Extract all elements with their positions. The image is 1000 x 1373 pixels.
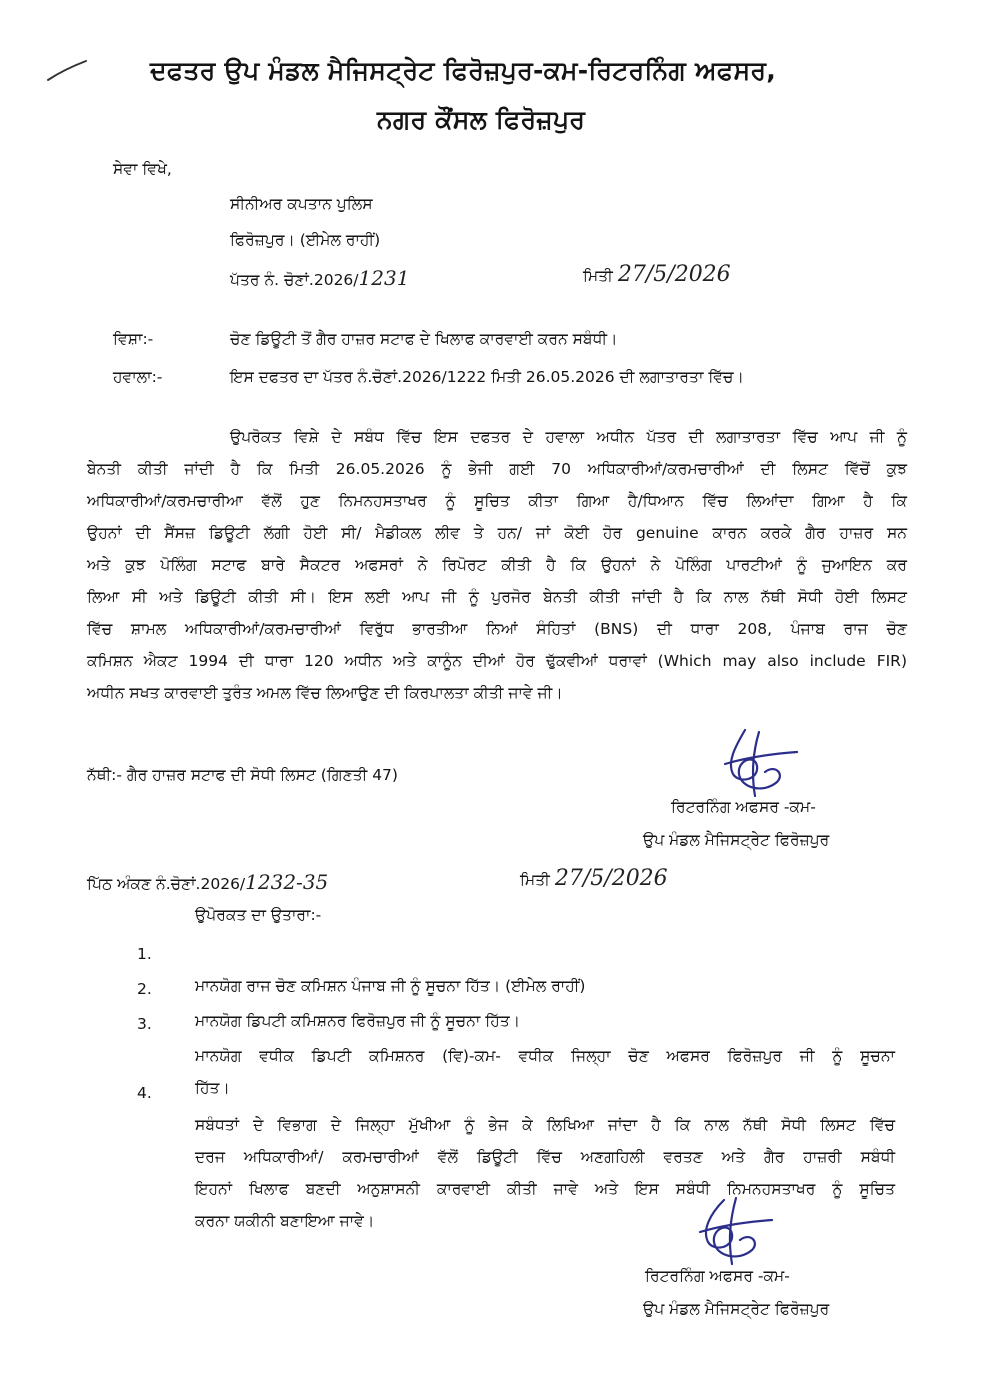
- list-item-number: 4.: [137, 1084, 152, 1102]
- signatory1-designation-line2: ਉਪ ਮੰਡਲ ਮੈਜਿਸਟ੍ਰੇਟ ਫਿਰੋਜ਼ਪੁਰ: [643, 831, 830, 849]
- letter-date-handwritten: 27/5/2026: [617, 262, 731, 287]
- office-title-line1: ਦਫਤਰ ਉਪ ਮੰਡਲ ਮੈਜਿਸਟ੍ਰੇਟ ਫਿਰੋਜ਼ਪੁਰ-ਕਮ-ਰਿਟਰਨਿੰਗ ਅਫਸਰ,: [150, 56, 777, 85]
- list-item-line: ਮਾਨਯੋਗ ਵਧੀਕ ਡਿਪਟੀ ਕਮਿਸ਼ਨਰ (ਵਿ)-ਕਮ- ਵਧੀਕ ਜਿਲ੍ਹਾ ਚੋਣ ਅਫਸਰ ਫਿਰੋਜ਼ਪੁਰ ਜੀ ਨੂੰ ਸੂਚਨਾ: [195, 1047, 895, 1065]
- body-line: ਲਿਆ ਸੀ ਅਤੇ ਡਿਊਟੀ ਕੀਤੀ ਸੀ। ਇਸ ਲਈ ਆਪ ਜੀ ਨੂੰ ਪੁਰਜੋਰ ਬੇਨਤੀ ਕੀਤੀ ਜਾਂਦੀ ਹੈ ਕਿ ਨਾਲ ਨੱਥੀ ਸੋਧੀ ਹੋਈ ਲਿਸਟ: [87, 588, 907, 606]
- pen-tick-mark: [45, 58, 90, 83]
- list-item-line: ਦਰਜ ਅਧਿਕਾਰੀਆਂ/ ਕਰਮਚਾਰੀਆਂ ਵੱਲੋਂ ਡਿਊਟੀ ਵਿੱਚ ਅਣਗਹਿਲੀ ਵਰਤਣ ਅਤੇ ਗੈਰ ਹਾਜ਼ਰੀ ਸਬੰਧੀ: [195, 1148, 895, 1166]
- letter-date-label: ਮਿਤੀ: [583, 267, 613, 285]
- body-paragraph: [87, 421, 907, 709]
- enclosure-note: ਨੱਥੀ:- ਗੈਰ ਹਾਜ਼ਰ ਸਟਾਫ ਦੀ ਸੋਧੀ ਲਿਸਟ (ਗਿਣਤੀ 47): [87, 766, 398, 784]
- list-item-line: ਮਾਨਯੋਗ ਡਿਪਟੀ ਕਮਿਸ਼ਨਰ ਫਿਰੋਜ਼ਪੁਰ ਜੀ ਨੂੰ ਸੂਚਨਾ ਹਿੱਤ।: [195, 1012, 521, 1030]
- body-line: ਕਮਿਸ਼ਨ ਐਕਟ 1994 ਦੀ ਧਾਰਾ 120 ਅਧੀਨ ਅਤੇ ਕਾਨੂੰਨ ਦੀਆਂ ਹੋਰ ਢੁੱਕਵੀਆਂ ਧਰਾਵਾਂ (Which may also include FIR): [87, 652, 907, 670]
- list-item-line: ਸਬੰਧਤਾਂ ਦੇ ਵਿਭਾਗ ਦੇ ਜਿਲ੍ਹਾ ਮੁੱਖੀਆ ਨੂੰ ਭੇਜ ਕੇ ਲਿਖਿਆ ਜਾਂਦਾ ਹੈ ਕਿ ਨਾਲ ਨੱਥੀ ਸੋਧੀ ਲਿਸਟ ਵਿੱਚ: [195, 1116, 895, 1134]
- endorsement-date-handwritten: 27/5/2026: [554, 866, 668, 891]
- salutation: ਸੇਵਾ ਵਿਖੇ,: [113, 160, 172, 178]
- signatory1-designation-line1: ਰਿਟਰਨਿੰਗ ਅਫਸਰ -ਕਮ-: [671, 798, 816, 816]
- signatory2-designation-line1: ਰਿਟਰਨਿੰਗ ਅਫਸਰ -ਕਮ-: [645, 1267, 790, 1285]
- endorsement-date-label: ਮਿਤੀ: [520, 871, 550, 889]
- list-item-text: [195, 1005, 895, 1037]
- signatory2-designation-line2: ਉਪ ਮੰਡਲ ਮੈਜਿਸਟ੍ਰੇਟ ਫਿਰੋਜ਼ਪੁਰ: [643, 1300, 830, 1318]
- letter-date: [583, 262, 731, 287]
- list-item-line: ਹਿੱਤ।: [195, 1079, 230, 1097]
- body-line: ਅਤੇ ਕੁਝ ਪੋਲਿੰਗ ਸਟਾਫ ਬਾਰੇ ਸੈਕਟਰ ਅਫਸਰਾਂ ਨੇ ਰਿਪੋਰਟ ਕੀਤੀ ਹੈ ਕਿ ਉਹਨਾਂ ਨੇ ਪੋਲਿੰਗ ਪਾਰਟੀਆਂ ਨੂੰ ਜੁਆਇਨ ਕਰ: [87, 556, 907, 574]
- list-item-line: ਮਾਨਯੋਗ ਰਾਜ ਚੋਣ ਕਮਿਸ਼ਨ ਪੰਜਾਬ ਜੀ ਨੂੰ ਸੂਚਨਾ ਹਿੱਤ। (ਈਮੇਲ ਰਾਹੀਂ): [195, 977, 586, 995]
- letter-number-label: ਪੱਤਰ ਨੰ. ਚੋਣਾਂ.2026/: [230, 271, 359, 289]
- body-line: ਬੇਨਤੀ ਕੀਤੀ ਜਾਂਦੀ ਹੈ ਕਿ ਮਿਤੀ 26.05.2026 ਨੂੰ ਭੇਜੀ ਗਈ 70 ਅਧਿਕਾਰੀਆਂ/ਕਰਮਚਾਰੀਆਂ ਦੀ ਲਿਸਟ ਵਿੱਚੋਂ ਕੁਝ: [87, 460, 907, 478]
- office-title-line2: ਨਗਰ ਕੌਂਸਲ ਫਿਰੋਜ਼ਪੁਰ: [377, 105, 586, 134]
- body-line: ਉਪਰੋਕਤ ਵਿਸ਼ੇ ਦੇ ਸਬੰਧ ਵਿੱਚ ਇਸ ਦਫਤਰ ਦੇ ਹਵਾਲਾ ਅਧੀਨ ਪੱਤਰ ਦੀ ਲਗਾਤਾਰਤਾ ਵਿੱਚ ਆਪ ਜੀ ਨੂੰ: [230, 428, 907, 446]
- reference-text: ਇਸ ਦਫਤਰ ਦਾ ਪੱਤਰ ਨੰ.ਚੋਣਾਂ.2026/1222 ਮਿਤੀ 26.05.2026 ਦੀ ਲਗਾਤਾਰਤਾ ਵਿੱਚ।: [230, 368, 744, 386]
- endorsement-number-handwritten: 1232-35: [245, 870, 329, 894]
- endorsement-date: [520, 866, 668, 891]
- subject-text: ਚੋਣ ਡਿਊਟੀ ਤੋਂ ਗੈਰ ਹਾਜ਼ਰ ਸਟਾਫ ਦੇ ਖਿਲਾਫ ਕਾਰਵਾਈ ਕਰਨ ਸਬੰਧੀ।: [230, 330, 618, 348]
- copy-heading: ਉਪੋਰਕਤ ਦਾ ਉਤਾਰਾ:-: [195, 906, 322, 924]
- signature-scribble: [690, 1192, 780, 1272]
- list-item-line: ਕਰਨਾ ਯਕੀਨੀ ਬਣਾਇਆ ਜਾਵੇ।: [195, 1212, 375, 1230]
- reference-label: ਹਵਾਲਾ:-: [113, 368, 163, 386]
- subject-label: ਵਿਸ਼ਾ:-: [113, 330, 154, 348]
- list-item-number: 1.: [137, 945, 152, 963]
- list-item-number: 2.: [137, 980, 152, 998]
- list-item-text: [195, 970, 895, 1002]
- recipient-line2: ਫਿਰੋਜ਼ਪੁਰ। (ਈਮੇਲ ਰਾਹੀਂ): [230, 231, 381, 249]
- list-item-number: 3.: [137, 1015, 152, 1033]
- body-line: ਉਹਨਾਂ ਦੀ ਸੈਂਸਜ਼ ਡਿਊਟੀ ਲੱਗੀ ਹੋਈ ਸੀ/ ਮੈਡੀਕਲ ਲੀਵ ਤੇ ਹਨ/ ਜਾਂ ਕੋਈ ਹੋਰ genuine ਕਾਰਨ ਕਰਕੇ ਗੈਰ ਹਾਜ਼ਰ ਸਨ: [87, 524, 907, 542]
- list-item-text: [195, 1109, 895, 1237]
- list-item: [137, 938, 586, 995]
- list-item-line: ਇਹਨਾਂ ਖਿਲਾਫ ਬਣਦੀ ਅਨੁਸ਼ਾਸਨੀ ਕਾਰਵਾਈ ਕੀਤੀ ਜਾਵੇ ਅਤੇ ਇਸ ਸਬੰਧੀ ਨਿਮਨਹਸਤਾਖਰ ਨੂੰ ਸੂਚਿਤ: [195, 1180, 895, 1198]
- recipient-line1: ਸੀਨੀਅਰ ਕਪਤਾਨ ਪੁਲਿਸ: [230, 195, 373, 213]
- signature-scribble: [715, 722, 805, 802]
- body-line: ਅਧੀਨ ਸਖਤ ਕਾਰਵਾਈ ਤੁਰੰਤ ਅਮਲ ਵਿੱਚ ਲਿਆਉਣ ਦੀ ਕਿਰਪਾਲਤਾ ਕੀਤੀ ਜਾਵੇ ਜੀ।: [87, 684, 563, 702]
- body-line: ਅਧਿਕਾਰੀਆਂ/ਕਰਮਚਾਰੀਆ ਵੱਲੋਂ ਹੁਣ ਨਿਮਨਹਸਤਾਖਰ ਨੂੰ ਸੂਚਿਤ ਕੀਤਾ ਗਿਆ ਹੈ/ਧਿਆਨ ਵਿੱਚ ਲਿਆਂਦਾ ਗਿਆ ਹੈ ਕਿ: [87, 492, 907, 510]
- letter-number-handwritten: 1231: [358, 266, 410, 290]
- endorsement-number: [87, 870, 328, 894]
- endorsement-number-label: ਪਿੱਠ ਅੰਕਣ ਨੰ.ਚੋਣਾਂ.2026/: [87, 875, 246, 893]
- body-line: ਵਿੱਚ ਸ਼ਾਮਲ ਅਧਿਕਾਰੀਆਂ/ਕਰਮਚਾਰੀਆਂ ਵਿਰੁੱਧ ਭਾਰਤੀਆ ਨਿਆਂ ਸੰਹਿਤਾਂ (BNS) ਦੀ ਧਾਰਾ 208, ਪੰਜਾਬ ਰਾਜ ਚੋਣ: [87, 620, 907, 638]
- letter-number: [230, 266, 409, 290]
- list-item-text: [195, 1040, 895, 1104]
